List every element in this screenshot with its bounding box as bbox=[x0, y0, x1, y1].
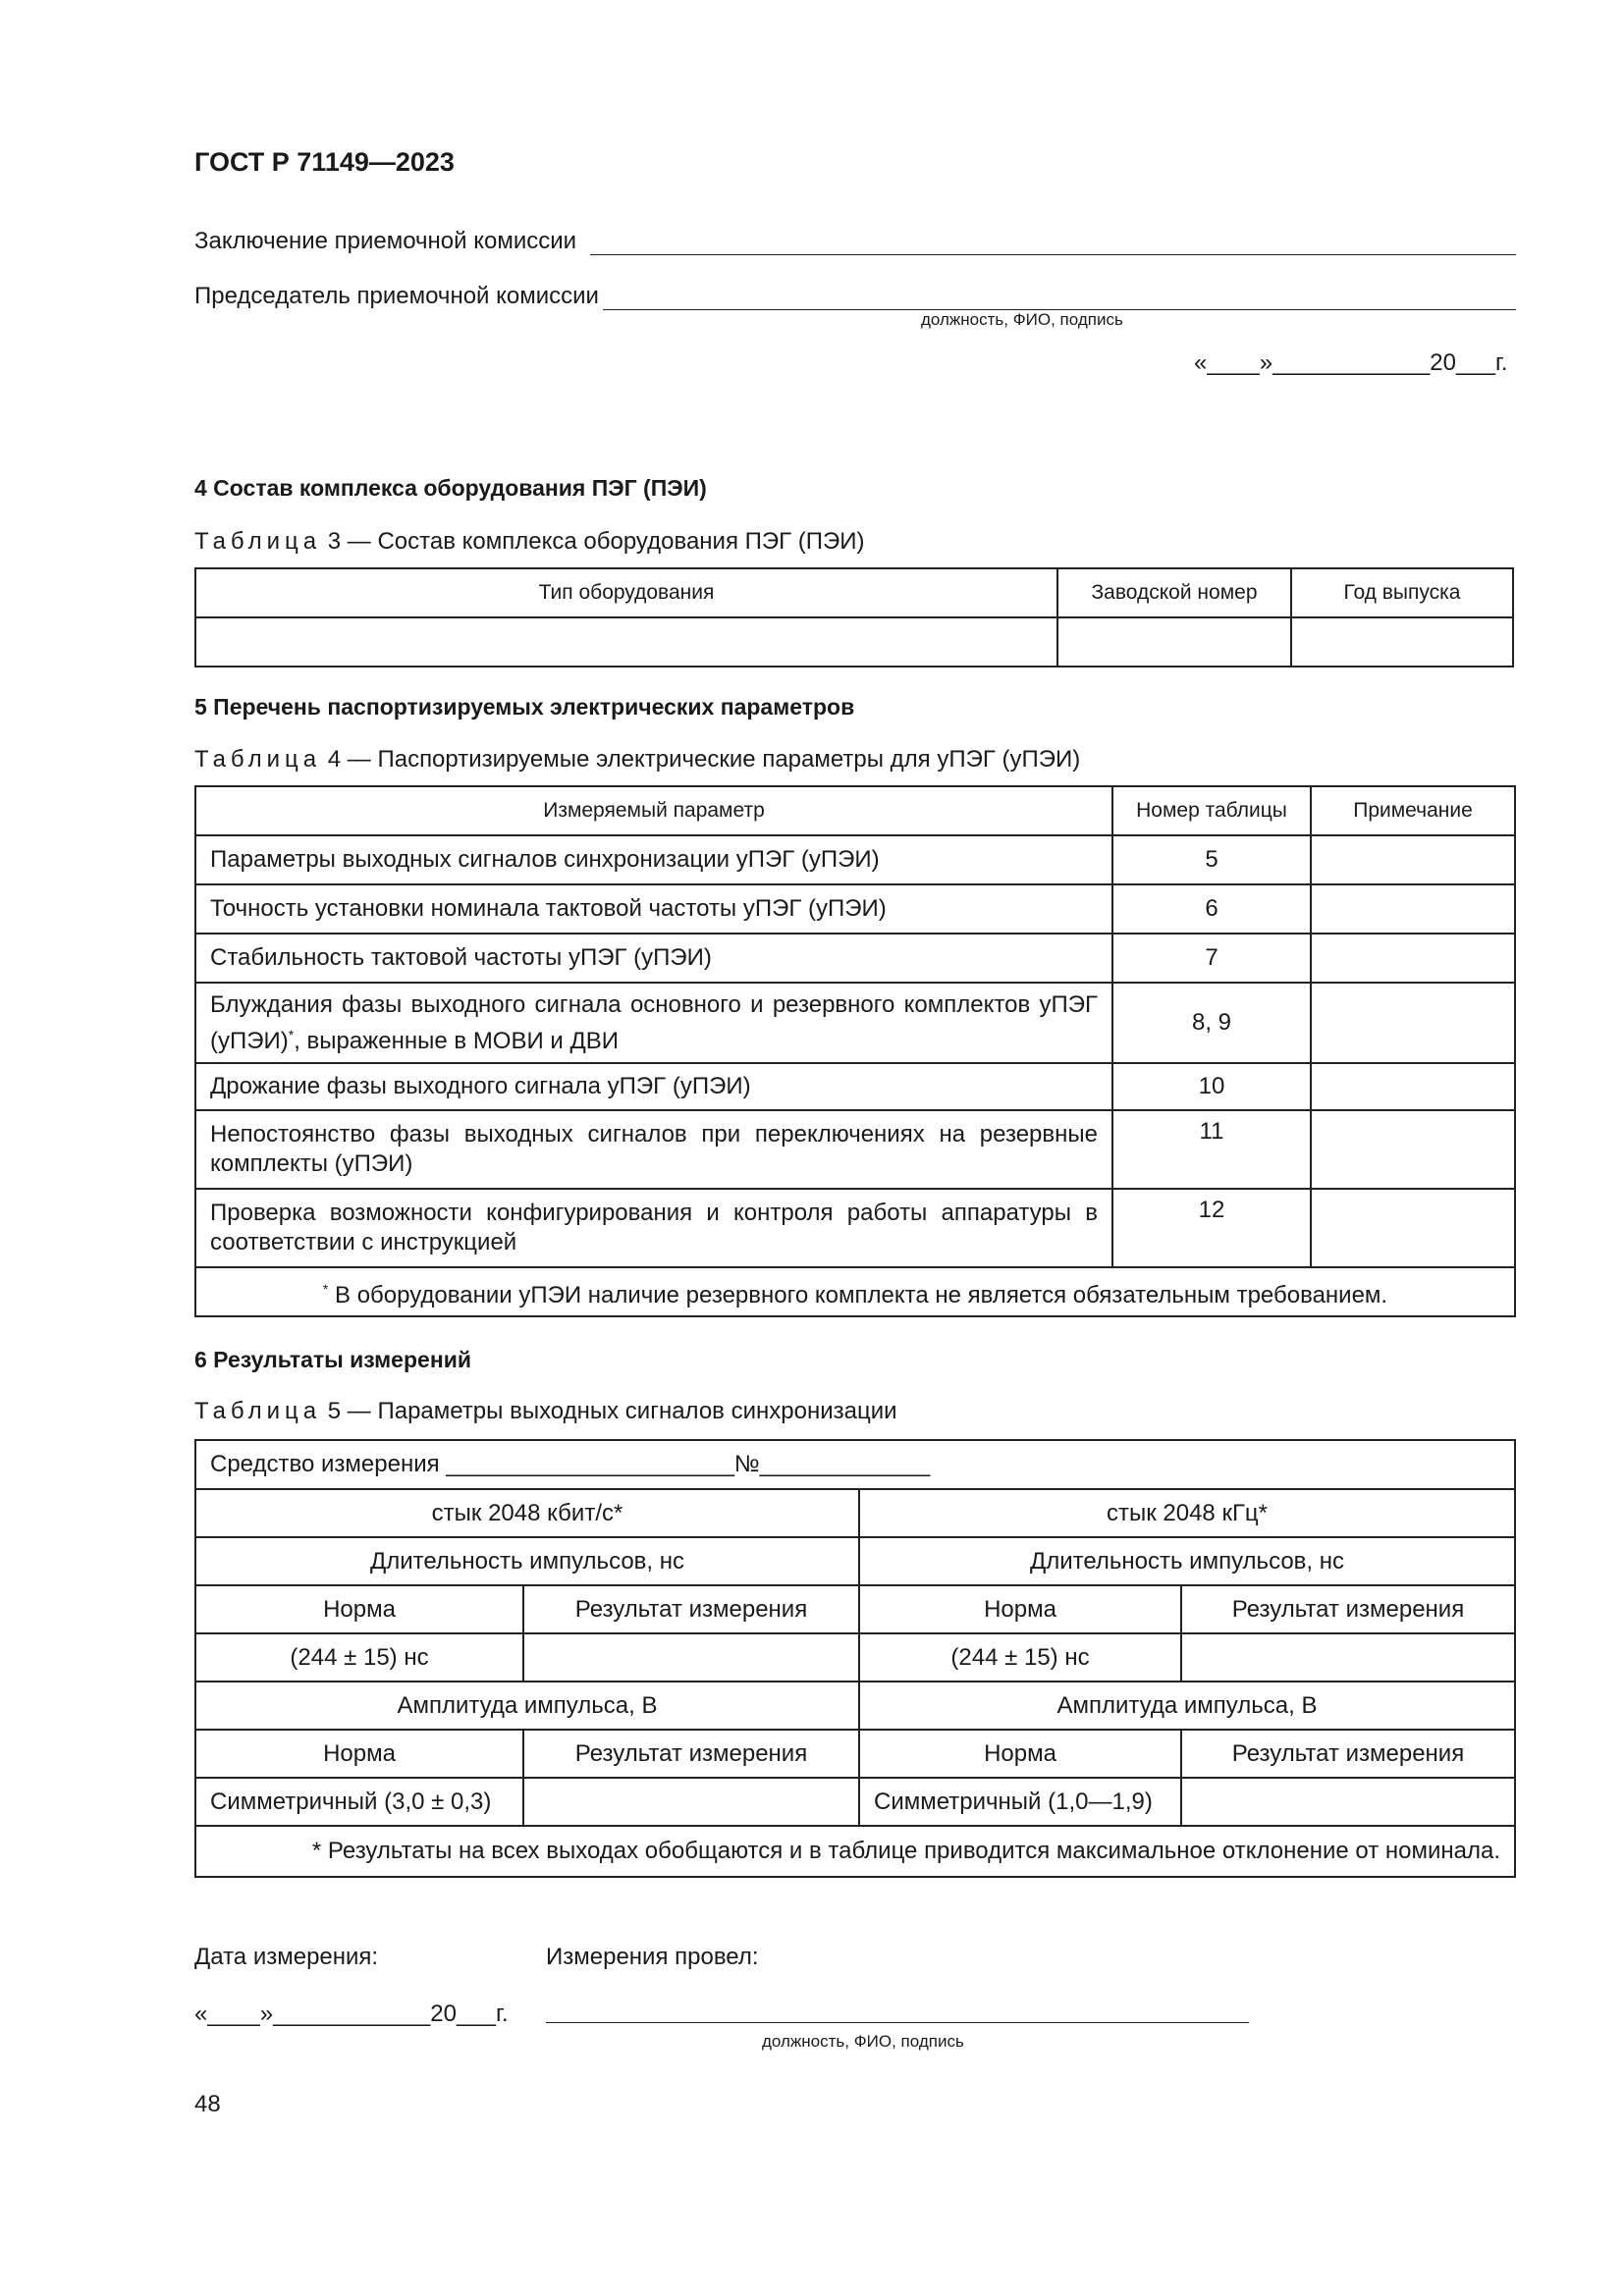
amplitude-left-header: Амплитуда импульса, В bbox=[195, 1682, 859, 1730]
duration-right-header: Длительность импульсов, нс bbox=[859, 1537, 1515, 1585]
acceptance-date-line: «____»____________20___г. bbox=[1194, 349, 1508, 376]
table-3-caption-word: Таблица bbox=[194, 528, 322, 555]
conclusion-line bbox=[194, 228, 1516, 255]
parameter-cell: Проверка возможности конфигурирования и контроля работы аппаратуры в соответствии с инструкцией bbox=[195, 1189, 1112, 1267]
table-number-cell: 11 bbox=[1112, 1110, 1311, 1189]
amplitude-left-result bbox=[523, 1778, 859, 1826]
serial-number-cell bbox=[1057, 617, 1291, 667]
table-4-caption bbox=[194, 746, 1080, 774]
conclusion-blank bbox=[590, 231, 1516, 255]
interface-khz-header: стык 2048 кГц* bbox=[859, 1489, 1515, 1537]
measurement-date-line: «____»____________20___г. bbox=[194, 2001, 509, 2027]
performer-signature-blank bbox=[546, 2022, 1249, 2023]
table-footnote-row bbox=[195, 1267, 1515, 1316]
table-row bbox=[195, 934, 1515, 983]
amplitude-left-norm: Симметричный (3,0 ± 0,3) bbox=[195, 1778, 523, 1826]
equipment-type-header: Тип оборудования bbox=[195, 568, 1057, 617]
equipment-table bbox=[194, 567, 1514, 667]
note-cell bbox=[1311, 983, 1515, 1063]
chairman-blank bbox=[603, 286, 1516, 310]
table-number-cell: 8, 9 bbox=[1112, 983, 1311, 1063]
amplitude-right-result bbox=[1181, 1778, 1515, 1826]
amplitude-right-norm: Симметричный (1,0—1,9) bbox=[859, 1778, 1181, 1826]
footnote-marker: * bbox=[288, 1026, 295, 1042]
table-5-caption-text: 5 — Параметры выходных сигналов синхронизации bbox=[327, 1398, 897, 1424]
duration-right-result-header: Результат измерения bbox=[1181, 1585, 1515, 1633]
parameter-text: Блуждания фазы выходного сигнала основного и резервного комплектов уПЭГ (уПЭИ) bbox=[210, 990, 1098, 1054]
chairman-label: Председатель приемочной комиссии bbox=[194, 283, 599, 309]
note-cell bbox=[1311, 1063, 1515, 1110]
parameter-cell: Непостоянство фазы выходных сигналов при переключениях на резервные комплекты (уПЭИ) bbox=[195, 1110, 1112, 1189]
measurement-performer-label: Измерения провел: bbox=[546, 1944, 759, 1970]
note-cell bbox=[1311, 1110, 1515, 1189]
table-5-caption bbox=[194, 1398, 897, 1425]
duration-left-result-header: Результат измерения bbox=[523, 1585, 859, 1633]
table-number-cell: 7 bbox=[1112, 934, 1311, 983]
parameter-header: Измеряемый параметр bbox=[195, 786, 1112, 835]
table-3-caption-text: 3 — Состав комплекса оборудования ПЭГ (ПЭИ) bbox=[327, 528, 865, 555]
duration-left-result bbox=[523, 1633, 859, 1682]
table-row bbox=[195, 1063, 1515, 1110]
table-4-caption-word: Таблица bbox=[194, 746, 322, 773]
parameter-text-tail: , выраженные в МОВИ и ДВИ bbox=[294, 1027, 619, 1054]
note-cell bbox=[1311, 835, 1515, 884]
table-number-cell: 12 bbox=[1112, 1189, 1311, 1267]
table-footnote bbox=[195, 1267, 1515, 1316]
note-cell bbox=[1311, 884, 1515, 934]
duration-left-norm: (244 ± 15) нс bbox=[195, 1633, 523, 1682]
parameter-cell: Параметры выходных сигналов синхронизации уПЭГ (уПЭИ) bbox=[195, 835, 1112, 884]
duration-left-header: Длительность импульсов, нс bbox=[195, 1537, 859, 1585]
section-4-title: 4 Состав комплекса оборудования ПЭГ (ПЭИ) bbox=[194, 475, 707, 501]
sync-signals-table bbox=[194, 1439, 1516, 1878]
duration-right-norm: (244 ± 15) нс bbox=[859, 1633, 1181, 1682]
table-number-header: Номер таблицы bbox=[1112, 786, 1311, 835]
parameter-cell: Стабильность тактовой частоты уПЭГ (уПЭИ) bbox=[195, 934, 1112, 983]
amplitude-right-norm-header: Норма bbox=[859, 1730, 1181, 1778]
table-number-cell: 10 bbox=[1112, 1063, 1311, 1110]
duration-right-norm-header: Норма bbox=[859, 1585, 1181, 1633]
table-5-caption-word: Таблица bbox=[194, 1398, 322, 1424]
duration-left-norm-header: Норма bbox=[195, 1585, 523, 1633]
parameter-cell: Дрожание фазы выходного сигнала уПЭГ (уПЭИ) bbox=[195, 1063, 1112, 1110]
table-row bbox=[195, 884, 1515, 934]
conclusion-label: Заключение приемочной комиссии bbox=[194, 228, 577, 254]
serial-number-header: Заводской номер bbox=[1057, 568, 1291, 617]
footnote-text: В оборудовании уПЭИ наличие резервного комплекта не является обязательным требованием. bbox=[328, 1281, 1388, 1308]
equipment-type-cell bbox=[195, 617, 1057, 667]
parameter-cell: Точность установки номинала тактовой частоты уПЭГ (уПЭИ) bbox=[195, 884, 1112, 934]
table-row bbox=[195, 835, 1515, 884]
table-row bbox=[195, 983, 1515, 1063]
document-id: ГОСТ Р 71149—2023 bbox=[194, 147, 455, 177]
section-5-title: 5 Перечень паспортизируемых электрических параметров bbox=[194, 694, 855, 720]
page-number: 48 bbox=[194, 2091, 221, 2117]
amplitude-left-norm-header: Норма bbox=[195, 1730, 523, 1778]
chairman-line bbox=[194, 283, 1516, 310]
year-header: Год выпуска bbox=[1291, 568, 1513, 617]
measurement-date-label: Дата измерения: bbox=[194, 1944, 379, 1970]
interface-kbit-header: стык 2048 кбит/с* bbox=[195, 1489, 859, 1537]
duration-right-result bbox=[1181, 1633, 1515, 1682]
year-cell bbox=[1291, 617, 1513, 667]
parameters-table bbox=[194, 785, 1516, 1317]
section-6-title: 6 Результаты измерений bbox=[194, 1347, 471, 1372]
note-header: Примечание bbox=[1311, 786, 1515, 835]
footnote-marker: * bbox=[322, 1280, 329, 1297]
table-row bbox=[195, 1189, 1515, 1267]
table-number-cell: 5 bbox=[1112, 835, 1311, 884]
chairman-signature-caption: должность, ФИО, подпись bbox=[921, 310, 1123, 329]
table-row bbox=[195, 1110, 1515, 1189]
parameter-cell bbox=[195, 983, 1112, 1063]
amplitude-right-result-header: Результат измерения bbox=[1181, 1730, 1515, 1778]
amplitude-right-header: Амплитуда импульса, В bbox=[859, 1682, 1515, 1730]
performer-signature-caption: должность, ФИО, подпись bbox=[762, 2032, 964, 2051]
table-number-cell: 6 bbox=[1112, 884, 1311, 934]
table-5-footnote: * Результаты на всех выходах обобщаются и в таблице приводится максимальное отклонение от номинала. bbox=[195, 1826, 1515, 1877]
table-3-caption bbox=[194, 528, 865, 556]
amplitude-left-result-header: Результат измерения bbox=[523, 1730, 859, 1778]
table-4-caption-text: 4 — Паспортизируемые электрические параметры для уПЭГ (уПЭИ) bbox=[327, 746, 1081, 773]
instrument-line: Средство измерения ______________________№_____________ bbox=[195, 1440, 1515, 1489]
note-cell bbox=[1311, 934, 1515, 983]
note-cell bbox=[1311, 1189, 1515, 1267]
